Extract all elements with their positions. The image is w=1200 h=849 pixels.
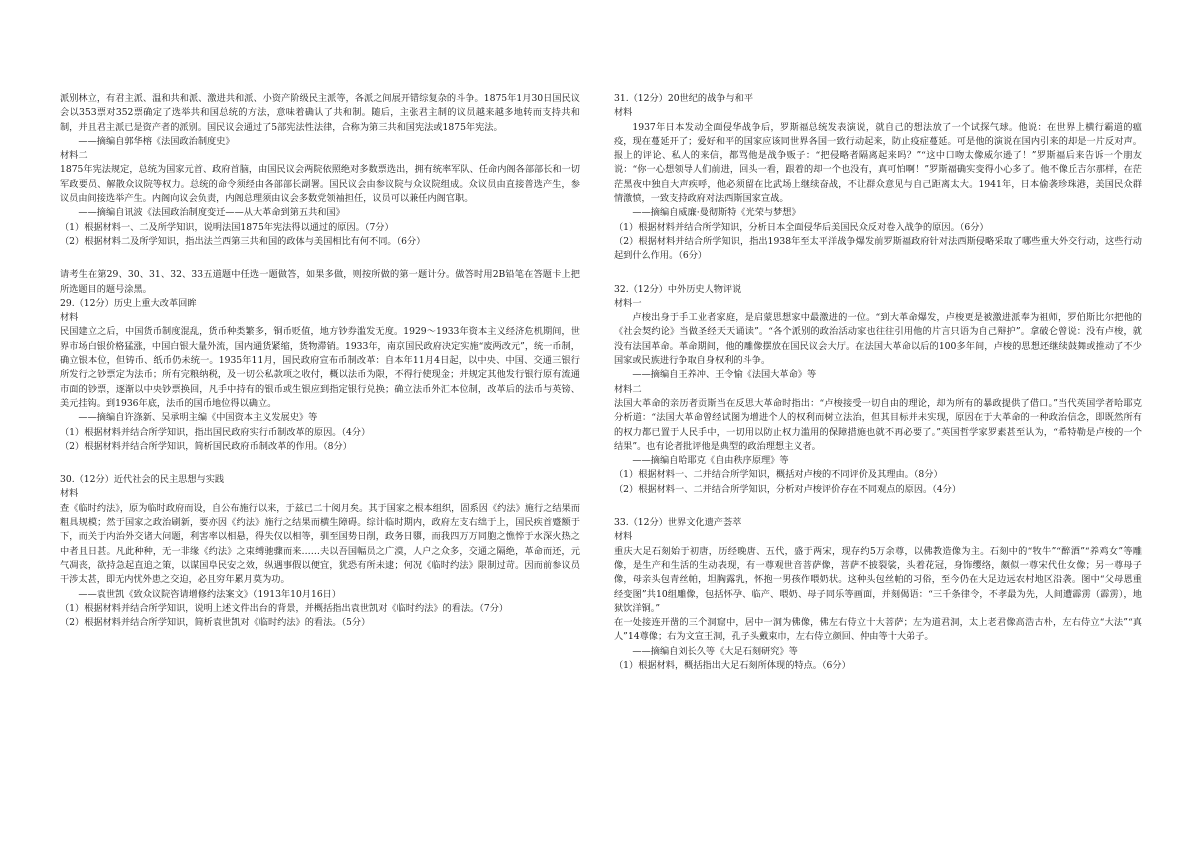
q28-material1-source: ——摘编自郭华榕《法国政治制度史》 bbox=[78, 135, 235, 147]
q33-question-1: （1）根据材料，概括指出大足石刻所体现的特点。（6分） bbox=[614, 659, 851, 671]
q28-material2-label: 材料二 bbox=[60, 150, 88, 162]
left-column bbox=[60, 92, 580, 630]
q32-label2: 材料二 bbox=[614, 383, 642, 395]
q32-source2: ——摘编自哈耶克《自由秩序原理》等 bbox=[632, 455, 789, 467]
q30-source: ——袁世凯《致众议院咨请增修约法案文》（1913年10月16日） bbox=[78, 588, 342, 600]
q29-question-2: （2）根据材料并结合所学知识，简析国民政府币制改革的作用。（8分） bbox=[60, 440, 352, 452]
q29-source: ——摘编自许涤新、吴承明主编《中国资本主义发展史》等 bbox=[78, 412, 318, 424]
q28-question-2: （2）根据材料二及所学知识，指出法兰西第三共和国的政体与美国相比有何不同。（6分） bbox=[60, 235, 426, 247]
q29-label: 材料 bbox=[60, 312, 79, 324]
q31-source: ——摘编自威廉·曼彻斯特《光荣与梦想》 bbox=[632, 207, 801, 219]
q32-label1: 材料一 bbox=[614, 297, 642, 309]
choice-instruction: 请考生在第29、30、31、32、33五道题中任选一题做答，如果多做，则按所做的第一题计分。做答时用2B铅笔在答题卡上把所选题目的题号涂黑。 bbox=[60, 269, 580, 295]
q30-text: 查《临时约法》，原为临时政府而设，自公布施行以来，于兹已二十阅月矣。其于国家之根本组织，固系因《约法》施行之结果而粗具规模；然于国家之政治刷新，要亦因《约法》施行之结果而横生障碍。综计临时期内，政府左支右绌于上，国民疾首蹙额于下，而关于内治外交诸大问题，利害率以相悬，得失仅以相等，驯至国势日削，政务日隳，而我四万万同胞之憔悴于水深火热之中者且日甚。凡此种种，无一非缘《约法》之束缚驰骤而来……夫以吾国幅员之广漠，人户之众多，交通之隔绝，革命而还，元气凋丧，欲持急起直追之策，以谋国阜民安之效，纵遇事假以便宜，犹恐有所未逮；何况《临时约法》限制过苛。因而前参议员干涉太甚，即无内忧外患之交迫，必且穷年累月莫为功。 bbox=[60, 502, 580, 586]
q33-source: ——摘编自刘长久等《大足石刻研究》等 bbox=[632, 645, 798, 657]
q32-text2: 法国大革命的亲历者贡斯当在反思大革命时指出：“卢梭接受一切自由的理论，却为所有的暴政提供了借口。”当代英国学者哈耶克分析道：“法国大革命曾经试图为增进个人的权利而树立法治，但其目标并未实现，原因在于大革命的一种政治信念，即既然所有的权力都已置于人民手中，一切用以防止权力滥用的保障措施也就不再必要了。”英国哲学家罗素甚至认为，“希特勒是卢梭的一个结果”。也有论者批评他是典型的政治理想主义者。 bbox=[614, 397, 1142, 452]
q31-question-1: （1）根据材料并结合所学知识，分析日本全面侵华后美国民众反对卷入战争的原因。（6分） bbox=[614, 221, 989, 233]
q33-title: 33.（12分）世界文化遗产荟萃 bbox=[614, 517, 742, 529]
q32-source1: ——摘编自王养冲、王令愉《法国大革命》等 bbox=[632, 369, 817, 381]
q31-title: 31.（12分）20世纪的战争与和平 bbox=[614, 93, 754, 104]
q32-question-2: （2）根据材料一、二并结合所学知识，分析对卢梭评价存在不同观点的原因。（4分） bbox=[614, 483, 962, 495]
q33-text1: 重庆大足石刻始于初唐，历经晚唐、五代，盛于两宋，现存约5万余尊，以佛教造像为主。石刻中的“牧牛”“醉酒”“养鸡女”等雕像，是生产和生活的生动表现，有一尊观世音菩萨像，菩萨不披裂裟，头着花冠，身饰缨络，颇似一尊宋代仕女像；另一尊母子像，母亲头包青丝帕，坦胸露乳，怀抱一男孩作喂奶状。这种头包丝帕的习俗，至今仍在大足边远农村地区沿袭。图中“父母恩重经变图”共10组雕像，包括怀孕、临产、喂奶、母子同乐等画面，并刻偈语：“三千条律令，不孝最为先，人间遭霹雳（霹雳），地狱饮洋铜。” bbox=[614, 545, 1142, 614]
q29-title: 29.（12分）历史上重大改革回眸 bbox=[60, 297, 197, 309]
q30-title: 30.（12分）近代社会的民主思想与实践 bbox=[60, 474, 225, 486]
q30-question-2: （2）根据材料并结合所学知识，简析袁世凯对《临时约法》的看法。（5分） bbox=[60, 617, 371, 629]
q29-text: 民国建立之后，中国货币制度混乱，货币种类繁多，铜币贬值，地方钞券滥发无度。1929～1933年资本主义经济危机期间，世界市场白银价格猛涨，中国白银大量外流，国内通货紧缩，货物滞销。1933年，南京国民政府决定实施“废两改元”，统一币制，确立银本位，但铸币、纸币仍未统一。1935年11月，国民政府宣布币制改革：自本年11月4日起，以中央、中国、交通三银行所发行之钞票定为法币；所有完粮纳税，及一切公私款项之收付，概以法币为限，不得行使现金；并规定其他发行银行原有流通市面的钞票，逐渐以中央钞票换回，凡手中持有的银币或生银应到指定银行兑换；确立法币外汇本位制，改革后的法币与英镑、美元挂钩。到1936年底，法币的国币地位得以确立。 bbox=[60, 326, 580, 409]
q32-text1: 卢梭出身于手工业者家庭，是启蒙思想家中最激进的一位。“到大革命爆发，卢梭更是被激进派奉为祖师，罗伯斯比尔把他的《社会契约论》当做圣经天天诵读”。“各个派别的政治活动家也往往引用他的片言只语为自己辩护”。拿破仑曾说：没有卢梭，就没有法国革命。革命期间，他的雕像摆放在国民议会大厅。在法国大革命以后的100多年间，卢梭的思想还继续鼓舞或推动了不少国家或民族进行争取自身权利的斗争。 bbox=[614, 312, 1142, 367]
q28-material2-source: ——摘编自讯波《法国政治制度变迁——从大革命到第五共和国》 bbox=[78, 207, 345, 219]
q31-question-2: （2）根据材料并结合所学知识，指出1938年至太平洋战争爆发前罗斯福政府针对法西斯侵略采取了哪些重大外交行动，这些行动起到什么作用。（6分） bbox=[614, 235, 1142, 262]
q28-material2-text: 1875年宪法规定，总统为国家元首、政府首脑，由国民议会两院依照绝对多数票选出，拥有统率军队、任命内阁各部部长和一切军政要员、解散众议院等权力。总统的命令须经由各部部长副署。国民议会由参议院与众议院组成。众议员由直接普选产生，参议员由间接选举产生。内阁向议会负责，内阁总理须由议会多数党领袖担任，议员可以兼任内阁官职。 bbox=[60, 164, 580, 205]
q30-question-1: （1）根据材料并结合所学知识，说明上述文件出台的背景，并概括指出袁世凯对《临时约法》的看法。（7分） bbox=[60, 602, 509, 614]
right-column bbox=[614, 92, 1142, 673]
q33-text2: 在一处接连开凿的三个洞窟中，居中一洞为佛像，佛左右侍立十大菩萨；左为道君洞，太上老君像高浩古朴，左右侍立“大法”“真人”14尊像；右为文宣王洞，孔子头戴束巾，左右侍立颜回、仲由等十大弟子。 bbox=[614, 617, 1142, 643]
q30-label: 材料 bbox=[60, 488, 79, 500]
q31-label: 材料 bbox=[614, 107, 633, 119]
q32-question-1: （1）根据材料一、二并结合所学知识，概括对卢梭的不同评价及其理由。（8分） bbox=[614, 469, 943, 481]
q29-question-1: （1）根据材料并结合所学知识，指出国民政府实行币制改革的原因。（4分） bbox=[60, 426, 371, 438]
q31-text: 1937年日本发动全面侵华战争后，罗斯福总统发表演说，就自己的想法放了一个试探气球。他说：在世界上横行霸道的瘟疫，现在蔓延开了；爱好和平的国家应该同世界各国一致行动起来，防止疫症蔓延。可是他的演说在国内引来的却是一片反对声。报上的评论、私人的来信，都骂他是战争贩子：“把侵略者隔离起来吗？”“这中口吻太像威尔逊了！”罗斯福后来告诉一个朋友说：“你一心想领导人们前进，回头一看，跟着的却一个也没有，真可怕啊！”罗斯福确实变得小心多了。他不像丘吉尔那样，在茫茫黑夜中独自大声疾呼，他必须留在比武场上继续奋战，不让群众意见与自己距离太大。1941年，日本偷袭珍珠港，美国民众群情激愤，一致支持政府对法西斯国家宣战。 bbox=[614, 121, 1142, 205]
q28-material1-text: 派别林立，有君主派、温和共和派、激进共和派、小资产阶级民主派等，各派之间展开错综复杂的斗争。1875年1月30日国民议会以353票对352票确定了选举共和国总统的方法，意味着确认了共和制。随后，主张君主制的议员越来越多地转而支持共和制，并且君主派已是资产者的派别。国民议会通过了5部宪法性法律，合称为第三共和国宪法或1875年宪法。 bbox=[60, 93, 580, 133]
q32-title: 32.（12分）中外历史人物评说 bbox=[614, 283, 742, 295]
q33-label: 材料 bbox=[614, 531, 633, 543]
q28-question-1: （1）根据材料一、二及所学知识，说明法国1875年宪法得以通过的原因。（7分） bbox=[60, 221, 394, 233]
